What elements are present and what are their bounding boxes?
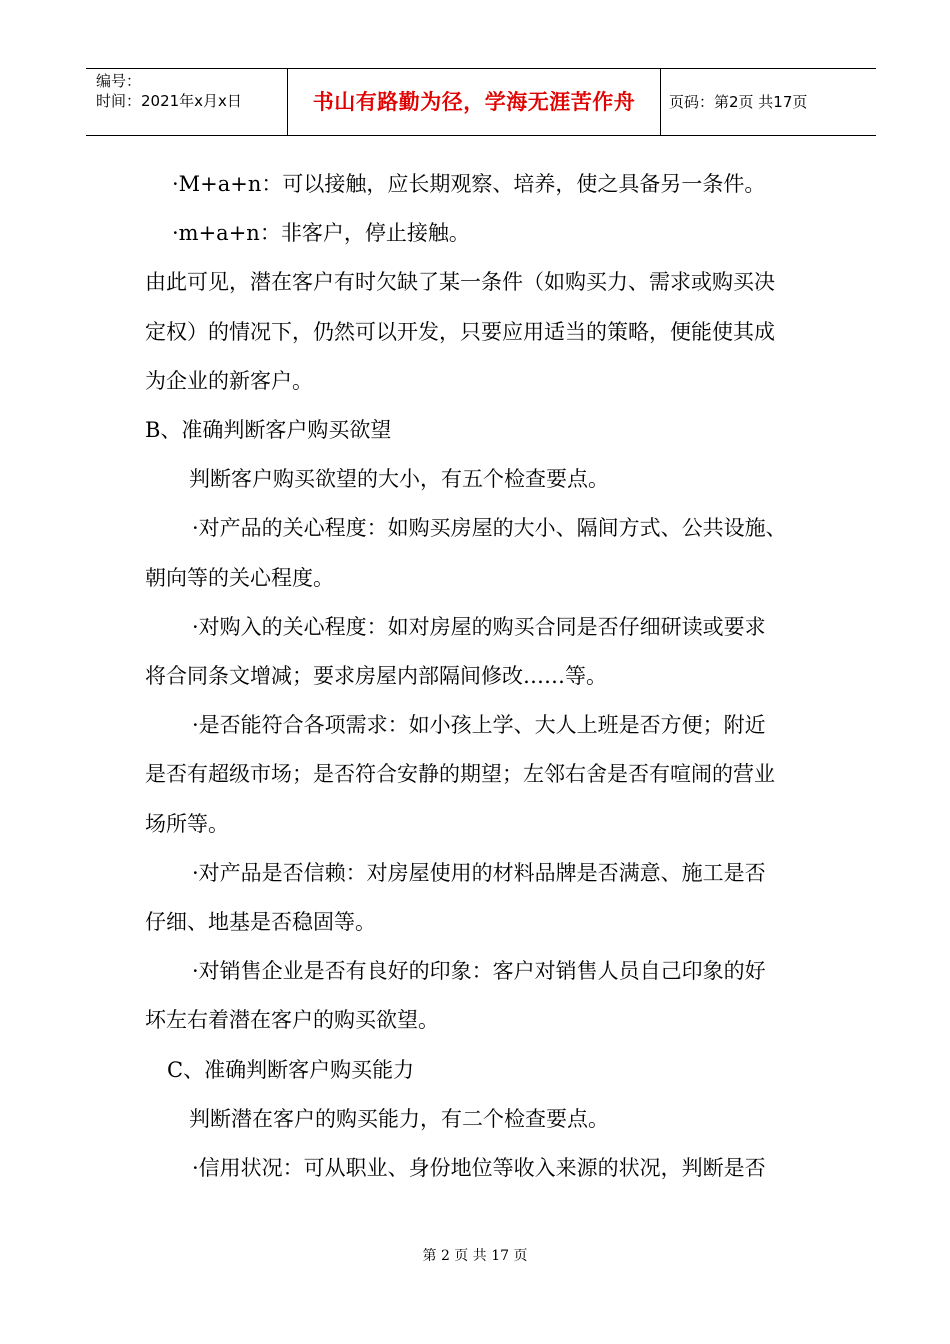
body-line: 场所等。	[145, 811, 229, 836]
section-heading: B、准确判断客户购买欲望	[145, 418, 392, 443]
body-line: ·是否能符合各项需求：如小孩上学、大人上班是否方便；附近	[192, 713, 766, 738]
header-page-info: 页码：第2页 共17页	[669, 93, 808, 111]
header-divider-right	[660, 69, 661, 135]
body-line: ·对产品的关心程度：如购买房屋的大小、隔间方式、公共设施、	[192, 516, 787, 541]
body-line: ·信用状况：可从职业、身份地位等收入来源的状况，判断是否	[192, 1156, 766, 1181]
document-number-label: 编号：	[96, 72, 142, 90]
body-line: ·对购入的关心程度：如对房屋的购买合同是否仔细研读或要求	[192, 614, 766, 639]
body-line: 定权）的情况下，仍然可以开发，只要应用适当的策略，便能使其成	[145, 319, 775, 344]
body-line: 仔细、地基是否稳固等。	[145, 910, 376, 935]
body-line: 将合同条文增减；要求房屋内部隔间修改……等。	[145, 664, 607, 689]
body-line: 由此可见，潜在客户有时欠缺了某一条件（如购买力、需求或购买决	[145, 270, 775, 295]
body-line: ·M+a+n：可以接触，应长期观察、培养，使之具备另一条件。	[172, 172, 766, 196]
body-line: ·对产品是否信赖：对房屋使用的材料品牌是否满意、施工是否	[192, 860, 766, 885]
body-line: 判断客户购买欲望的大小，有五个检查要点。	[189, 467, 609, 492]
body-line: 为企业的新客户。	[145, 368, 313, 393]
body-line: 是否有超级市场；是否符合安静的期望；左邻右舍是否有喧闹的营业	[145, 762, 775, 787]
page-header	[86, 68, 876, 136]
section-heading: C、准确判断客户购买能力	[167, 1057, 415, 1082]
page-footer: 第 2 页 共 17 页	[422, 1248, 528, 1264]
document-body	[145, 160, 845, 1193]
body-line: ·对销售企业是否有良好的印象：客户对销售人员自己印象的好	[192, 959, 766, 984]
body-line: ·m+a+n：非客户，停止接触。	[172, 221, 470, 246]
header-motto: 书山有路勤为径，学海无涯苦作舟	[312, 90, 636, 114]
body-line: 朝向等的关心程度。	[145, 565, 334, 590]
body-line: 判断潜在客户的购买能力，有二个检查要点。	[189, 1106, 609, 1131]
header-meta	[96, 71, 286, 111]
body-line: 坏左右着潜在客户的购买欲望。	[145, 1008, 439, 1033]
document-time-label: 时间：2021年x月x日	[96, 92, 242, 110]
